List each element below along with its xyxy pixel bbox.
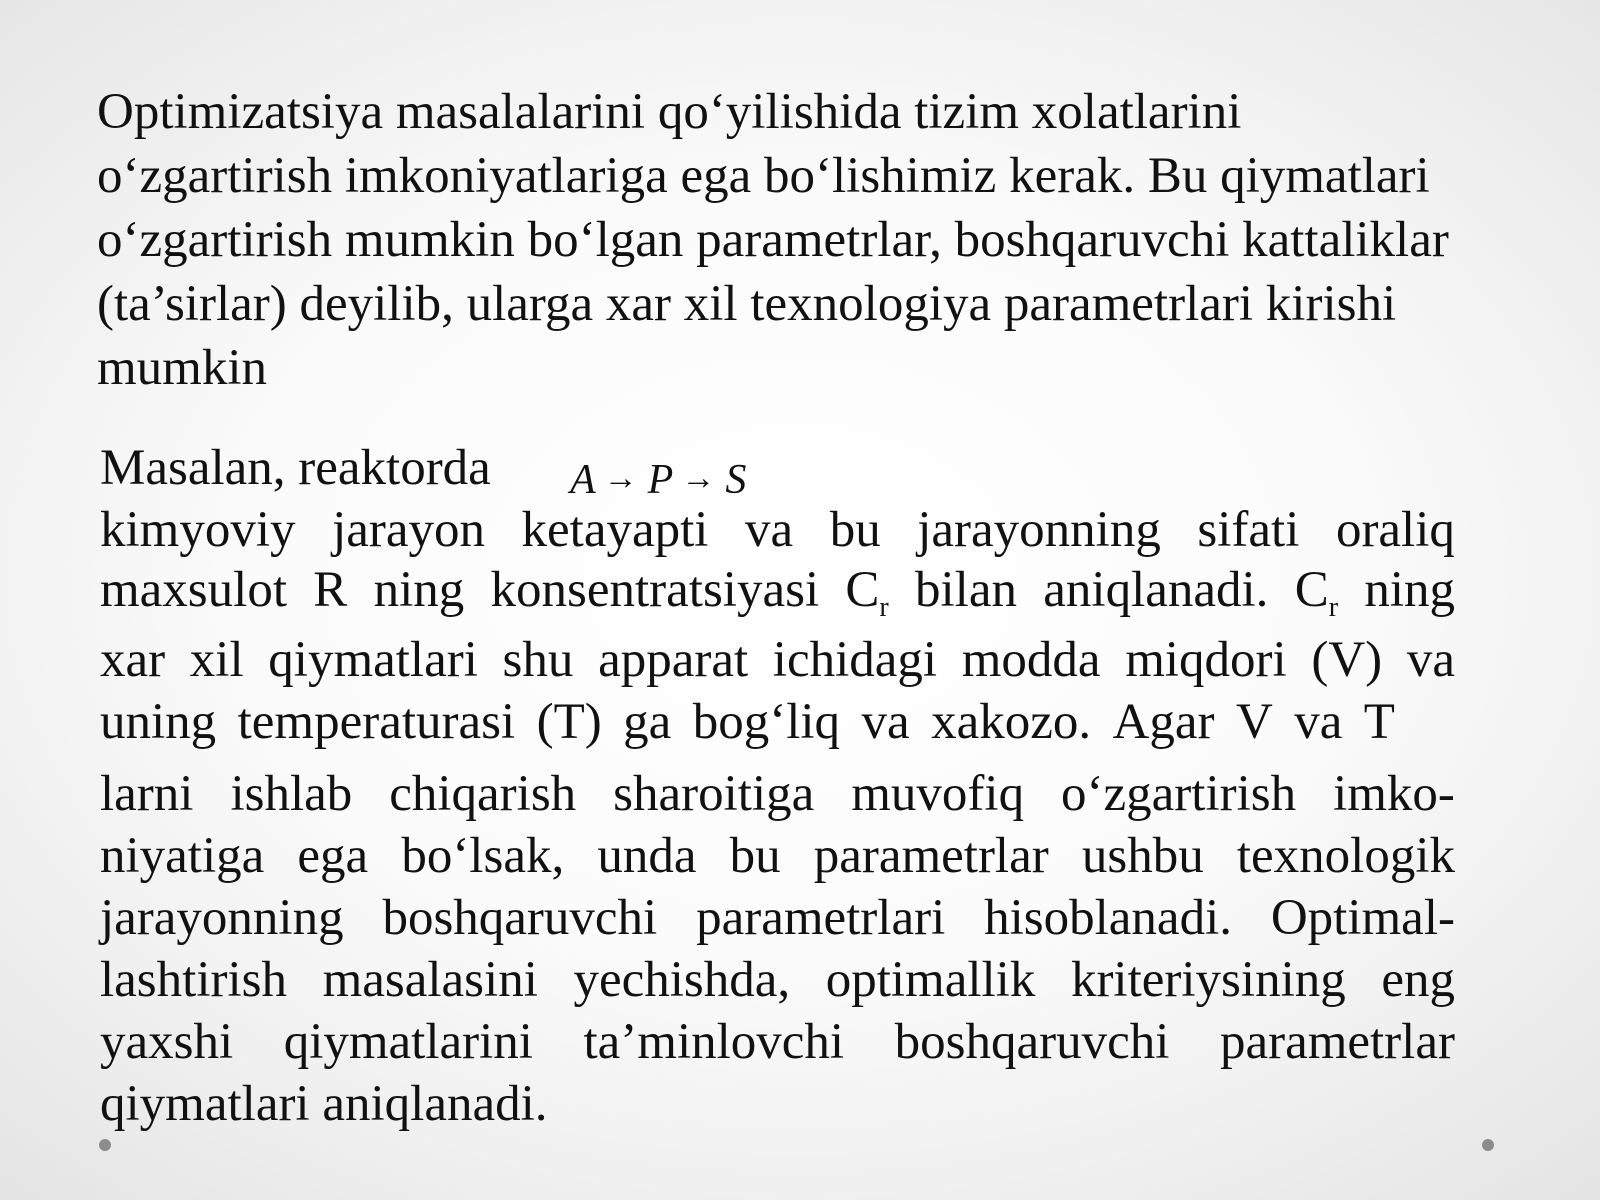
word: niyatiga	[100, 828, 265, 884]
word: modda	[961, 632, 1101, 688]
word: xakozo.	[931, 694, 1092, 750]
word: qiymatlari	[268, 632, 478, 688]
word: V	[1235, 694, 1273, 750]
word: bo‘lsak,	[401, 828, 565, 884]
word: ichidagi	[772, 632, 938, 688]
paragraph2-line-1	[100, 498, 1455, 562]
word: miqdori	[1125, 632, 1287, 688]
word: sharoitiga	[613, 766, 815, 822]
word: parametrlar	[813, 828, 1049, 884]
word: va	[745, 502, 794, 558]
word: jarayonning	[917, 502, 1161, 558]
word: (T)	[536, 694, 602, 750]
word: boshqaruvchi	[894, 1014, 1170, 1070]
paragraph1-line-1: Optimizatsiya masalalarini qo‘yilishida tizim xolatlarini	[97, 84, 1242, 140]
word: ning	[373, 562, 465, 618]
word: Optimal-	[1270, 890, 1455, 946]
word: muvofiq	[851, 766, 1025, 822]
paragraph2-line-2	[100, 558, 1455, 622]
word: hisoblanadi.	[984, 890, 1232, 946]
word: bu	[729, 828, 781, 884]
concentration-subscript-1: r	[879, 592, 889, 623]
word: sifati	[1197, 502, 1300, 558]
concentration-c-1: C	[845, 562, 880, 618]
formula-s: S	[725, 457, 747, 503]
paragraph1-line-2: o‘zgartirish imkoniyatlariga ega bo‘lishimiz kerak. Bu qiymatlari	[97, 148, 1430, 204]
word: R	[313, 562, 348, 618]
word: unda	[597, 828, 697, 884]
concentration-symbol-2	[1295, 558, 1338, 622]
word: va	[1406, 632, 1455, 688]
paragraph2-line-5	[100, 762, 1455, 826]
example-lead-row	[100, 436, 1000, 503]
word: apparat	[598, 632, 749, 688]
word: konsentratsiyasi	[490, 562, 820, 618]
paragraph2-line-8	[100, 948, 1455, 1012]
paragraph1-line-5: mumkin	[97, 340, 268, 396]
word: lashtirish	[100, 952, 287, 1008]
word: imko-	[1333, 766, 1455, 822]
word: T	[1363, 694, 1395, 750]
word: Agar	[1112, 694, 1215, 750]
word: optimallik	[825, 952, 1036, 1008]
formula-arrow-2: →	[681, 460, 716, 497]
paragraph2-last-line: qiymatlari aniqlanadi.	[100, 1076, 548, 1132]
word: parametrlar	[1219, 1014, 1455, 1070]
word: ega	[297, 828, 369, 884]
word: texnologik	[1236, 828, 1455, 884]
word: ning	[1364, 562, 1455, 618]
word: larni	[100, 766, 194, 822]
paragraph2-line-7	[100, 886, 1455, 950]
word: temperaturasi	[237, 694, 516, 750]
word: uning	[100, 694, 217, 750]
word: parametrlari	[696, 890, 946, 946]
word: va	[861, 694, 910, 750]
paragraph2-line-4	[100, 690, 1395, 754]
paragraph2-line-3	[100, 628, 1455, 692]
paragraph2-line-6	[100, 824, 1455, 888]
word: kriteriysining	[1070, 952, 1346, 1008]
paragraph1-line-3: o‘zgartirish mumkin bo‘lgan parametrlar, boshqaruvchi kattaliklar	[97, 212, 1449, 268]
word: bog‘liq	[692, 694, 841, 750]
bullet-dot-left	[99, 1139, 111, 1151]
formula-a: A	[570, 457, 596, 503]
paragraph2-line-9	[100, 1010, 1455, 1074]
word: ta’minlovchi	[583, 1014, 845, 1070]
word: xar	[100, 632, 166, 688]
word: o‘zgartirish	[1061, 766, 1297, 822]
concentration-c-2: C	[1294, 562, 1329, 618]
word: boshqaruvchi	[382, 890, 658, 946]
word: (V)	[1311, 632, 1383, 688]
example-lead-text: Masalan, reaktorda	[100, 440, 491, 496]
word: yechishda,	[573, 952, 791, 1008]
word: xil	[189, 632, 244, 688]
word: eng	[1381, 952, 1455, 1008]
paragraph1-line-4: (ta’sirlar) deyilib, ularga xar xil texnologiya parametrlari kirishi	[97, 276, 1397, 332]
word: ishlab	[230, 766, 353, 822]
paragraph2-line-10	[100, 1072, 1455, 1136]
word: bu	[829, 502, 881, 558]
word: kimyoviy	[100, 502, 296, 558]
word: shu	[502, 632, 574, 688]
word: ketayapti	[521, 502, 709, 558]
word: jarayonning	[100, 890, 344, 946]
word: yaxshi	[100, 1014, 234, 1070]
word: maxsulot	[100, 562, 287, 618]
bullet-dot-right	[1482, 1139, 1494, 1151]
word: ga	[623, 694, 672, 750]
word: bilan	[915, 562, 1017, 618]
formula-arrow-1: →	[603, 460, 638, 497]
word: jarayon	[332, 502, 485, 558]
word: chiqarish	[389, 766, 577, 822]
word: qiymatlarini	[283, 1014, 533, 1070]
word: oraliq	[1335, 502, 1455, 558]
concentration-symbol-1	[845, 558, 888, 622]
word: masalasini	[322, 952, 538, 1008]
concentration-subscript-2: r	[1328, 592, 1339, 623]
word: aniqlanadi.	[1043, 562, 1269, 618]
paragraph-optimization-intro	[97, 80, 1517, 400]
word: va	[1294, 694, 1343, 750]
formula-p: P	[647, 457, 674, 503]
word: ushbu	[1081, 828, 1204, 884]
